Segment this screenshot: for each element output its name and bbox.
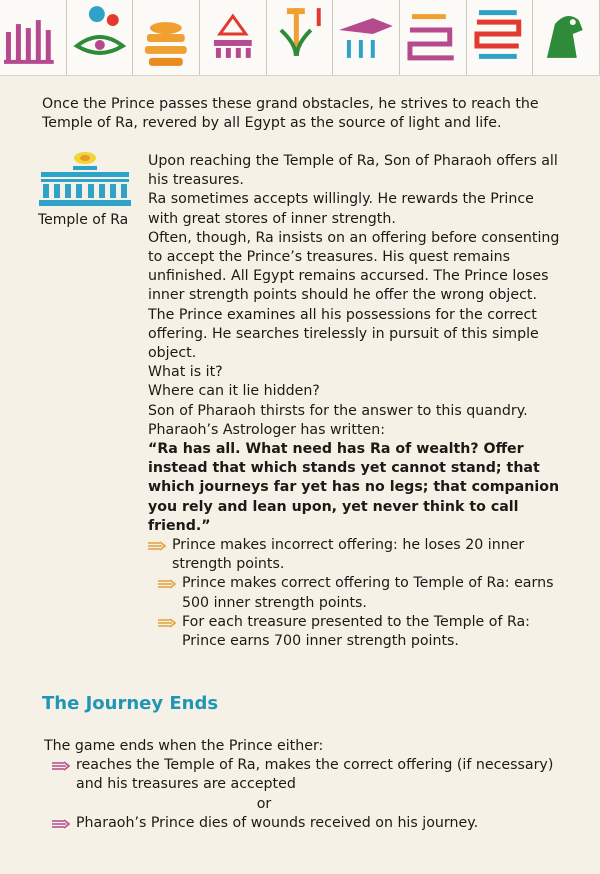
paragraph: Son of Pharaoh thirsts for the answer to this quandry. xyxy=(148,402,528,419)
water-glyph xyxy=(400,0,467,75)
plant-glyph xyxy=(267,0,334,75)
temple-label: Temple of Ra xyxy=(38,212,129,228)
basket-glyph xyxy=(133,0,200,75)
paragraph: What is it? xyxy=(148,364,223,381)
temple-of-ra-icon xyxy=(35,150,135,210)
arrow-icon xyxy=(158,579,176,589)
arrow-icon xyxy=(158,618,176,628)
end-intro: The game ends when the Prince either: xyxy=(44,738,324,754)
main-column xyxy=(148,152,568,651)
astrologer-quote: “Ra has all. What need has Ra of wealth? Offer instead that which stands yet cannot stand; that which journeys far yet has no legs; that companion you rely and lean upon, yet never think to call friend.” xyxy=(148,441,560,534)
bullet-item xyxy=(52,814,564,833)
paragraph: The Prince examines all his possessions for the correct offering. He searches tirelessly in pursuit of this simple object. xyxy=(148,306,539,362)
bird-glyph xyxy=(333,0,400,75)
shrine-glyph xyxy=(467,0,534,75)
bullet-text: Prince makes incorrect offering: he loses 20 inner strength points. xyxy=(172,537,525,573)
bullet-item xyxy=(158,574,568,612)
reeds-glyph xyxy=(0,0,67,75)
arrow-icon xyxy=(52,761,70,771)
eye-glyph xyxy=(67,0,134,75)
pyramid-glyph xyxy=(200,0,267,75)
arrow-icon xyxy=(148,541,166,551)
bullet-item xyxy=(158,613,568,651)
intro-paragraph: Once the Prince passes these grand obstacles, he strives to reach the Temple of Ra, revered by all Egypt as the source of light and life. xyxy=(42,96,539,132)
bullet-item xyxy=(148,536,568,574)
bullet-text: reaches the Temple of Ra, makes the correct offering (if necessary) and his treasures are accepted xyxy=(76,757,554,793)
hieroglyph-banner xyxy=(0,0,600,76)
paragraph: Where can it lie hidden? xyxy=(148,383,320,400)
falcon-glyph xyxy=(533,0,600,75)
paragraph: Pharaoh’s Astrologer has written: xyxy=(148,421,386,438)
section-heading: The Journey Ends xyxy=(42,693,219,714)
bullet-item xyxy=(52,756,564,794)
or-text: or xyxy=(256,795,272,812)
paragraph: Upon reaching the Temple of Ra, Son of Pharaoh offers all his treasures. xyxy=(148,153,558,189)
bullet-text: Prince makes correct offering to Temple of Ra: earns 500 inner strength points. xyxy=(182,575,554,611)
paragraph: Ra sometimes accepts willingly. He rewards the Prince with great stores of inner strength. xyxy=(148,191,534,227)
journey-ends-section xyxy=(44,737,564,833)
arrow-icon xyxy=(52,819,70,829)
bullet-text: Pharaoh’s Prince dies of wounds received on his journey. xyxy=(76,814,479,831)
paragraph: Often, though, Ra insists on an offering before consenting to accept the Prince’s treasures. His quest remains unfinished. All Egypt remains accursed. The Prince loses inner strength points should he offer the wrong object. xyxy=(148,229,560,304)
bullet-text: For each treasure presented to the Temple of Ra: Prince earns 700 inner strength points. xyxy=(182,613,530,650)
